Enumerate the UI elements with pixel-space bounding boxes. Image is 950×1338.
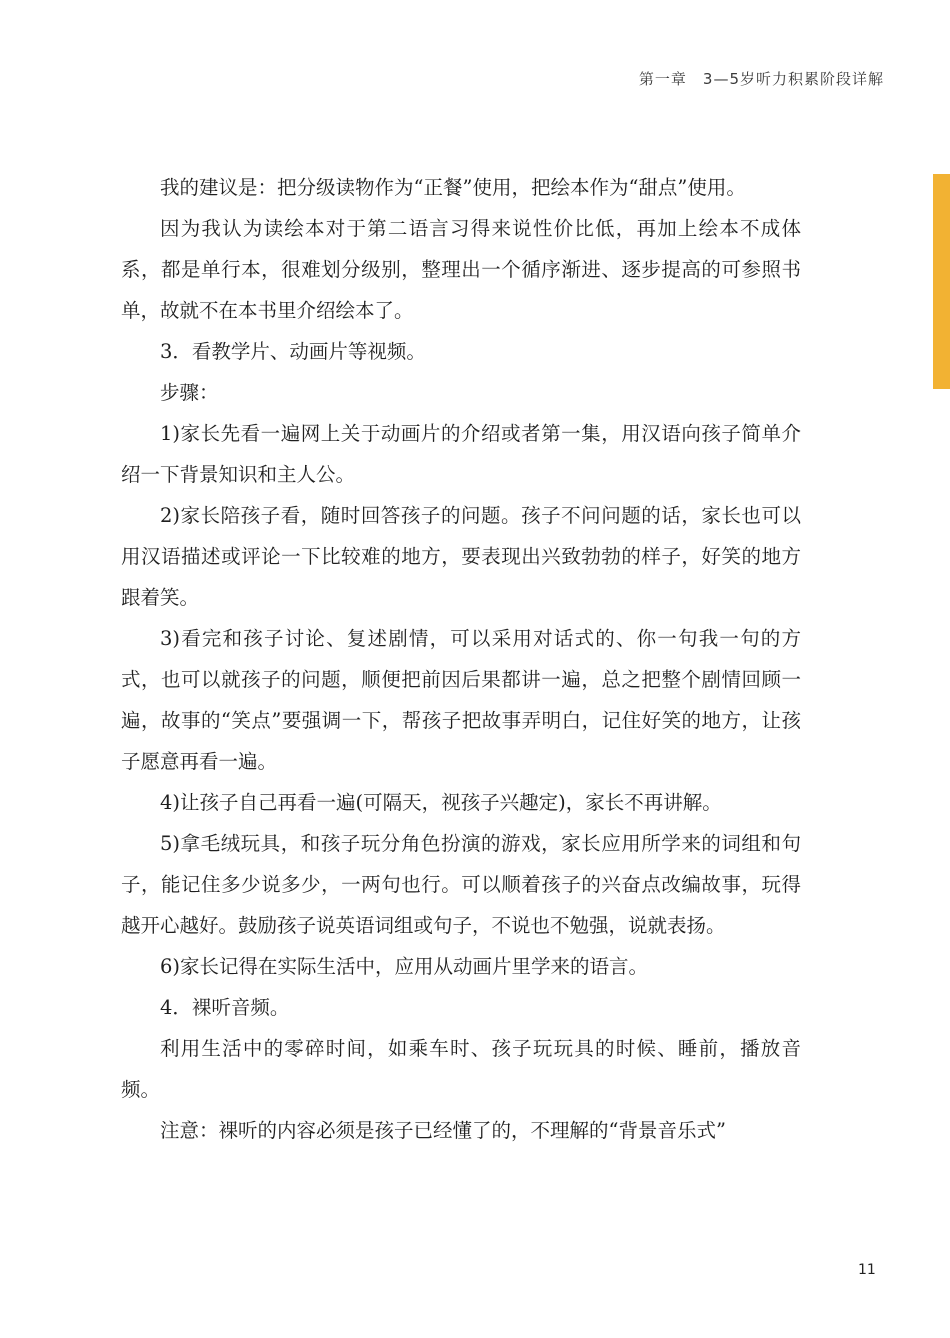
chapter-tab-marker	[933, 174, 950, 389]
paragraph: 利用生活中的零碎时间，如乘车时、孩子玩玩具的时候、睡前，播放音频。	[121, 1037, 801, 1101]
page-number: 11	[858, 1262, 876, 1278]
step-item: 6)家长记得在实际生活中，应用从动画片里学来的语言。	[160, 955, 649, 978]
section-heading: 4．裸听音频。	[160, 996, 290, 1019]
paragraph: 注意：裸听的内容必须是孩子已经懂了的，不理解的“背景音乐式”	[160, 1119, 726, 1142]
step-item: 1)家长先看一遍网上关于动画片的介绍或者第一集，用汉语向孩子简单介绍一下背景知识和主人公。	[121, 422, 801, 486]
step-item: 4)让孩子自己再看一遍(可隔天，视孩子兴趣定)，家长不再讲解。	[160, 791, 722, 814]
chapter-label: 第一章	[638, 70, 687, 88]
paragraph: 步骤：	[160, 381, 219, 404]
body-text	[121, 167, 801, 1151]
chapter-title: 3—5岁听力积累阶段详解	[702, 70, 884, 88]
section-heading: 3．看教学片、动画片等视频。	[160, 340, 426, 363]
running-header	[639, 68, 884, 89]
step-item: 5)拿毛绒玩具，和孩子玩分角色扮演的游戏，家长应用所学来的词组和句子，能记住多少说多少，一两句也行。可以顺着孩子的兴奋点改编故事，玩得越开心越好。鼓励孩子说英语词组或句子，不说也不勉强，说就表扬。	[121, 832, 801, 937]
paragraph: 我的建议是：把分级读物作为“正餐”使用，把绘本作为“甜点”使用。	[160, 176, 746, 199]
step-item: 3)看完和孩子讨论、复述剧情，可以采用对话式的、你一句我一句的方式，也可以就孩子的问题，顺便把前因后果都讲一遍，总之把整个剧情回顾一遍，故事的“笑点”要强调一下，帮孩子把故事弄明白，记住好笑的地方，让孩子愿意再看一遍。	[121, 627, 801, 773]
step-item: 2)家长陪孩子看，随时回答孩子的问题。孩子不问问题的话，家长也可以用汉语描述或评论一下比较难的地方，要表现出兴致勃勃的样子，好笑的地方跟着笑。	[121, 504, 801, 609]
paragraph: 因为我认为读绘本对于第二语言习得来说性价比低，再加上绘本不成体系，都是单行本，很难划分级别，整理出一个循序渐进、逐步提高的可参照书单，故就不在本书里介绍绘本了。	[121, 217, 801, 322]
